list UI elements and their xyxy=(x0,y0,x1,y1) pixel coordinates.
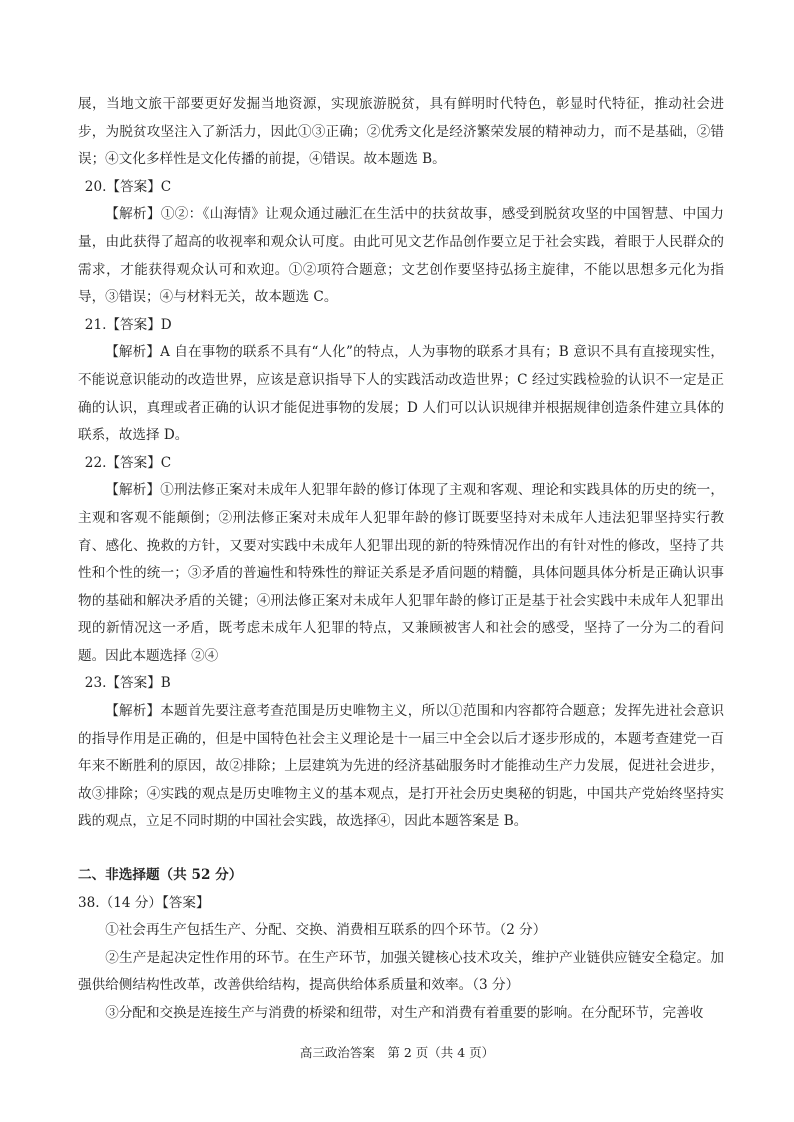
paragraph-continuation: 展，当地文旅干部要更好发掘当地资源，实现旅游脱贫，具有鲜明时代特色，彰显时代特征，推动社会进步，为脱贫攻坚注入了新活力，因此①③正确；②优秀文化是经济繁荣发展的精神动力，而不是基础，②错误；④文化多样性是文化传播的前提，④错误。故本题选 B。 xyxy=(78,96,724,168)
analysis-22: 【解析】①刑法修正案对未成年人犯罪年龄的修订体现了主观和客观、理论和实践具体的历史的统一，主观和客观不能颠倒；②刑法修正案对未成年人犯罪年龄的修订既要坚持对未成年人违法犯罪坚持实行教育、感化、挽救的方针，又要对实践中未成年人犯罪出现的新的特殊情况作出的有针对性的修改，坚持了共性和个性的统一；③矛盾的普遍性和特殊性的辩证关系是矛盾问题的精髓，具体问题具体分析是正确认识事物的基础和解决矛盾的关键；④刑法修正案对未成年人犯罪年龄的修订正是基于社会实践中未成年人犯罪出现的新情况这一矛盾，既考虑未成年人犯罪的特点，又兼顾被害人和社会的感受，坚持了一分为二的看问题。因此本题选择 ②④ xyxy=(78,482,724,664)
answer-38-point-2: ②生产是起决定性作用的环节。在生产环节，加强关键核心技术攻关，维护产业链供应链安全稳定。加强供给侧结构性改革，改善供给结构，提高供给体系质量和效率。（3 分） xyxy=(78,949,724,994)
answer-heading-22: 22.【答案】C xyxy=(84,454,172,471)
answer-heading-20: 20.【答案】C xyxy=(84,178,172,195)
answer-heading-38: 38.（14 分）【答案】 xyxy=(78,894,210,911)
section-heading-nonchoice: 二、非选择题（共 52 分） xyxy=(78,867,243,884)
answer-38-point-3: ③分配和交换是连接生产与消费的桥梁和纽带，对生产和消费有着重要的影响。在分配环节，完善收 xyxy=(105,1005,704,1021)
analysis-20: 【解析】①②：《山海情》让观众通过融汇在生活中的扶贫故事，感受到脱贫攻坚的中国智慧、中国力量，由此获得了超高的收视率和观众认可度。由此可见文艺作品创作要立足于社会实践，着眼于人民群众的需求，才能获得观众认可和欢迎。①②项符合题意；文艺创作要坚持弘扬主旋律，不能以思想多元化为指导，③错误；④与材料无关，故本题选 C。 xyxy=(78,206,724,306)
answer-heading-23: 23.【答案】B xyxy=(84,675,171,692)
answer-38-point-1: ①社会再生产包括生产、分配、交换、消费相互联系的四个环节。（2 分） xyxy=(105,922,547,939)
answer-heading-21: 21.【答案】D xyxy=(84,316,172,333)
answer-content xyxy=(78,91,724,1028)
page-footer: 高三政治答案 第 2 页（共 4 页） xyxy=(299,1045,495,1060)
analysis-23: 【解析】本题首先要注意考查范围是历史唯物主义，所以①范围和内容都符合题意；发挥先进社会意识的指导作用是正确的，但是中国特色社会主义理论是十一届三中全会以后才逐步形成的，本题考查建党一百年来不断胜利的原因，故②排除；上层建筑为先进的经济基础服务时才能推动生产力发展，促进社会进步，故③排除；④实践的观点是历史唯物主义的基本观点，是打开社会历史奥秘的钥匙，中国共产党始终坚持实践的观点，立足不同时期的中国社会实践，故选择④，因此本题答案是 B。 xyxy=(78,703,724,830)
analysis-21: 【解析】A 自在事物的联系不具有“人化”的特点，人为事物的联系才具有；B 意识不具有直接现实性，不能说意识能动的改造世界，应该是意识指导下人的实践活动改造世界；C 经过实践检验的认识不一定是正确的认识，真理或者正确的认识才能促进事物的发展；D 人们可以认识规律并根据规律创造条件建立具体的联系，故选择 D。 xyxy=(78,344,724,444)
